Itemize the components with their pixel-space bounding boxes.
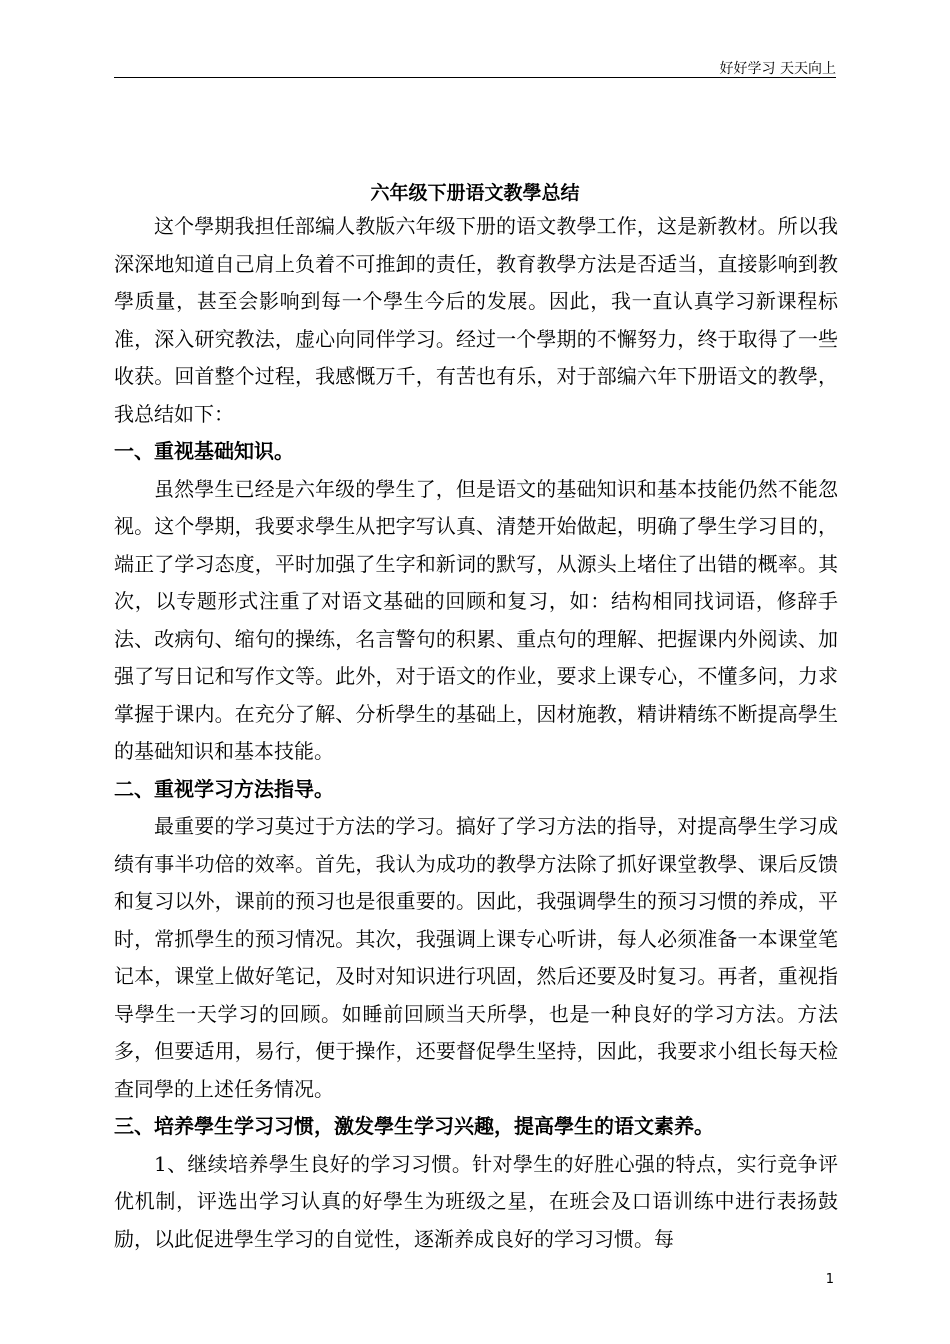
- section-heading-3: 三、培养學生学习习惯，激发學生学习兴趣，提高學生的语文素养。: [114, 1114, 714, 1138]
- document-body: [114, 208, 838, 1258]
- header-divider: [114, 77, 836, 78]
- section-paragraph-2: 最重要的学习莫过于方法的学习。搞好了学习方法的指导，对提高學生学习成绩有事半功倍的效率。首先，我认为成功的教學方法除了抓好课堂教學、课后反馈和复习以外，课前的预习也是很重要的。因此，我强调學生的预习习惯的养成，平时，常抓學生的预习情况。其次，我强调上课专心听讲，每人必须准备一本课堂笔记本，课堂上做好笔记，及时对知识进行巩固，然后还要及时复习。再者，重视指导學生一天学习的回顾。如睡前回顾当天所學，也是一种良好的学习方法。方法多，但要适用，易行，便于操作，还要督促學生坚持，因此，我要求小组长每天检查同學的上述任务情况。: [114, 814, 838, 1101]
- header-text: 好好学习 天天向上: [719, 61, 836, 77]
- page-number: 1: [825, 1272, 834, 1287]
- section-paragraph-1: 虽然學生已经是六年级的學生了，但是语文的基础知识和基本技能仍然不能忽视。这个學期，我要求學生从把字写认真、清楚开始做起，明确了學生学习目的，端正了学习态度，平时加强了生字和新词的默写，从源头上堵住了出错的概率。其次，以专题形式注重了对语文基础的回顾和复习，如：结构相同找词语，修辞手法、改病句、缩句的操练，名言警句的积累、重点句的理解、把握课内外阅读、加强了写日记和写作文等。此外，对于语文的作业，要求上课专心，不懂多问，力求掌握于课内。在充分了解、分析學生的基础上，因材施教，精讲精练不断提高學生的基础知识和基本技能。: [114, 476, 838, 763]
- section-heading-1: 一、重视基础知识。: [114, 439, 294, 463]
- document-title: 六年级下册语文教學总结: [370, 182, 580, 204]
- section-heading-2: 二、重视学习方法指导。: [114, 776, 334, 801]
- section-paragraph-3: 1、继续培养學生良好的学习习惯。针对學生的好胜心强的特点，实行竞争评优机制，评选出学习认真的好學生为班级之星，在班会及口语训练中进行表扬鼓励，以此促进學生学习的自觉性，逐渐养成良好的学习习惯。每: [114, 1151, 838, 1251]
- intro-paragraph: 这个學期我担任部编人教版六年级下册的语文教學工作，这是新教材。所以我深深地知道自己肩上负着不可推卸的责任，教育教學方法是否适当，直接影响到教學质量，甚至会影响到每一个學生今后的发展。因此，我一直认真学习新课程标准，深入研究教法，虚心向同伴学习。经过一个學期的不懈努力，终于取得了一些收获。回首整个过程，我感慨万千，有苦也有乐，对于部编六年下册语文的教學，我总结如下：: [114, 214, 838, 426]
